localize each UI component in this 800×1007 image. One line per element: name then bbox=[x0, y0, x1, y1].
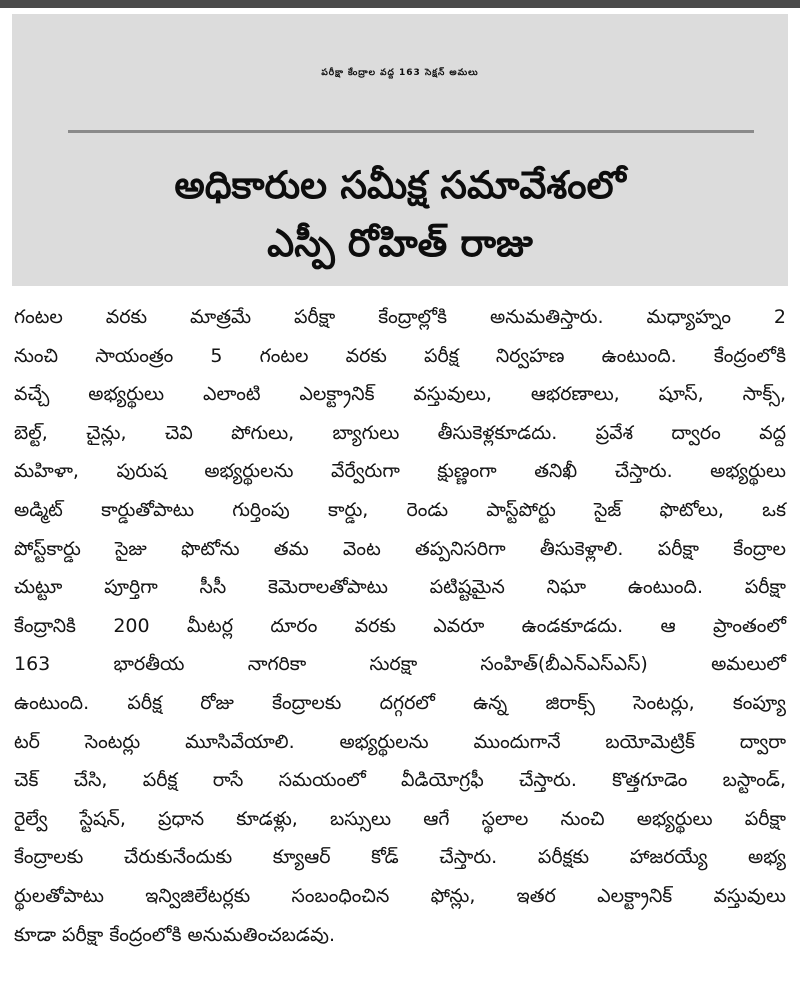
article-body bbox=[14, 298, 786, 954]
body-line: కూడా పరీక్షా కేంద్రంలోకి అనుమతించబడవు. bbox=[14, 923, 335, 946]
body-line: కేంద్రానికి 200 మీటర్ల దూరం వరకు ఎవరూ ఉండకూడదు. ఆ ప్రాంతంలో bbox=[14, 614, 786, 637]
body-line: నుంచి సాయంత్రం 5 గంటల వరకు పరీక్ష నిర్వహణ ఉంటుంది. కేంద్రంలోకి bbox=[14, 344, 786, 367]
headline-box bbox=[12, 14, 788, 286]
body-line: చుట్టూ పూర్తిగా సీసీ కెమెరాలతోపాటు పటిష్టమైన నిఘా ఉంటుంది. పరీక్షా bbox=[14, 576, 786, 599]
subheadline-line-2: ఎస్పీ రోహిత్ రాజు bbox=[267, 221, 533, 265]
body-line: 163 భారతీయ నాగరికా సురక్షా సంహిత్(బీఎన్ఎస్ఎస్) అమలులో bbox=[14, 653, 786, 676]
body-line: ర్థులతోపాటు ఇన్విజిలేటర్లకు సంబంధించిన ఫోన్లు, ఇతర ఎలక్ట్రానిక్ వస్తువులు bbox=[14, 884, 786, 907]
body-line: చెక్ చేసి, పరీక్ష రాసే సమయంలో వీడియోగ్రఫీ చేస్తారు. కొత్తగూడెం బస్టాండ్, bbox=[14, 769, 786, 792]
headline-divider bbox=[68, 130, 754, 133]
article-subheadline bbox=[12, 156, 788, 272]
top-border-strip bbox=[0, 0, 800, 8]
body-line: ఉంటుంది. పరీక్ష రోజు కేంద్రాలకు దగ్గరలో ఉన్న జిరాక్స్ సెంటర్లు, కంప్యూ bbox=[14, 691, 786, 714]
body-line: గంటల వరకు మాత్రమే పరీక్షా కేంద్రాల్లోకి అనుమతిస్తారు. మధ్యాహ్నం 2 bbox=[14, 306, 786, 328]
subheadline-line-1: అధికారుల సమీక్ష సమావేశంలో bbox=[174, 163, 626, 207]
body-line: బెల్ట్, చైన్లు, చెవి పోగులు, బ్యాగులు తీసుకెళ్లకూడదు. ప్రవేశ ద్వారం వద్ద bbox=[14, 421, 786, 444]
body-line: టర్ సెంటర్లు మూసివేయాలి. అభ్యర్థులను ముందుగానే బయోమెట్రిక్ ద్వారా bbox=[14, 730, 786, 753]
body-line: అడ్మిట్ కార్డుతోపాటు గుర్తింపు కార్డు, రెండు పాస్ట్‌పోర్టు సైజ్ ఫొటోలు, ఒక bbox=[14, 498, 786, 521]
body-line: రైల్వే స్టేషన్, ప్రధాన కూడళ్లు, బస్సులు ఆగే స్థలాల నుంచి అభ్యర్థులు పరీక్షా bbox=[14, 807, 786, 830]
article-headline: పరీక్షా కేంద్రాల వద్ద 163 సెక్షన్ అమలు bbox=[321, 68, 479, 78]
body-line: కేంద్రాలకు చేరుకునేందుకు క్యూఆర్ కోడ్ చేస్తారు. పరీక్షకు హాజరయ్యే అభ్య bbox=[14, 846, 786, 869]
body-line: పోస్ట్‌కార్డు సైజు ఫొటోను తమ వెంట తప్పనిసరిగా తీసుకెళ్లాలి. పరీక్షా కేంద్రాల bbox=[14, 537, 786, 560]
body-line: మహిళా, పురుష అభ్యర్థులను వేర్వేరుగా క్షుణ్ణంగా తనిఖీ చేస్తారు. అభ్యర్థులు bbox=[14, 460, 786, 483]
body-line: వచ్చే అభ్యర్థులు ఎలాంటి ఎలక్ట్రానిక్ వస్తువులు, ఆభరణాలు, షూస్, సాక్స్, bbox=[14, 383, 786, 406]
